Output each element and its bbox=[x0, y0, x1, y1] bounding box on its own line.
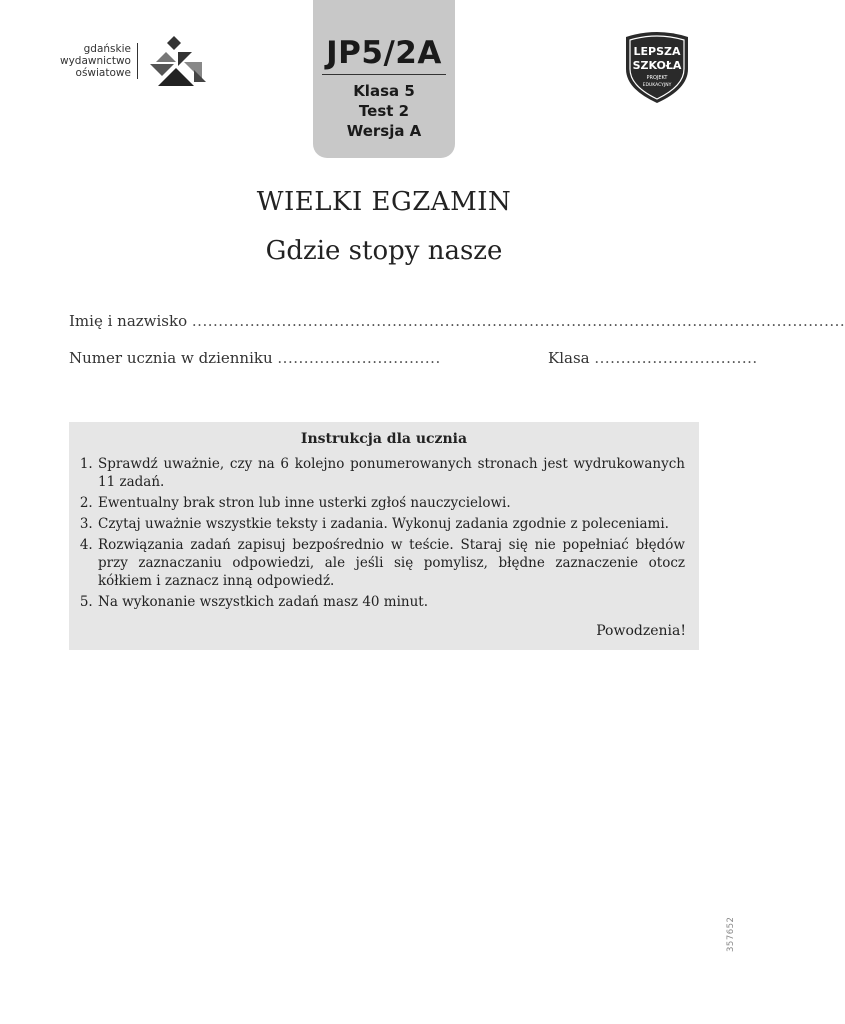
test-code-tab bbox=[313, 0, 455, 158]
serial-number: 357652 bbox=[726, 916, 736, 952]
test-code: JP5/2A bbox=[322, 36, 446, 75]
badge-line-2: SZKOŁA bbox=[632, 59, 682, 72]
badge-line-3: PROJEKT bbox=[646, 75, 668, 81]
student-number-field[interactable] bbox=[69, 349, 441, 367]
class-dotted-line[interactable]: ............................... bbox=[594, 349, 758, 367]
publisher-logo bbox=[60, 34, 208, 88]
badge-line-4: EDUKACYJNY bbox=[642, 83, 672, 88]
student-number-dotted-line[interactable]: ............................... bbox=[277, 349, 441, 367]
publisher-name bbox=[60, 43, 138, 79]
badge-line-1: LEPSZA bbox=[633, 45, 681, 58]
publisher-line-3: oświatowe bbox=[75, 67, 131, 79]
name-label: Imię i nazwisko bbox=[69, 312, 188, 330]
name-field[interactable] bbox=[69, 312, 845, 330]
publisher-line-2: wydawnictwo bbox=[60, 55, 131, 67]
version-label: Wersja A bbox=[346, 122, 422, 140]
instructions-box bbox=[69, 422, 699, 650]
student-number-label: Numer ucznia w dzienniku bbox=[69, 349, 273, 367]
instructions-list bbox=[69, 455, 685, 611]
instruction-item: 1. Sprawdź uważnie, czy na 6 kolejno ponumerowanych stronach jest wydrukowanych 11 zadań. bbox=[97, 455, 685, 491]
instruction-item: 3. Czytaj uważnie wszystkie teksty i zadania. Wykonuj zadania zgodnie z poleceniami. bbox=[97, 515, 685, 533]
publisher-line-1: gdańskie bbox=[83, 43, 131, 55]
class-level: Klasa 5 bbox=[353, 82, 415, 100]
tangram-logo-icon bbox=[144, 34, 208, 88]
class-field[interactable] bbox=[548, 349, 758, 367]
name-dotted-line[interactable]: ............................................................................................................................ bbox=[191, 312, 845, 330]
class-label: Klasa bbox=[548, 349, 590, 367]
test-number: Test 2 bbox=[358, 102, 410, 120]
instruction-item: 4. Rozwiązania zadań zapisuj bezpośrednio w teście. Staraj się nie popełniać błędów przy zaznaczaniu odpowiedzi, ale jeśli się pomylisz, błędne zaznaczenie otocz kółkiem i zaznacz inną odpowiedź. bbox=[97, 536, 685, 590]
instructions-heading: Instrukcja dla ucznia bbox=[300, 431, 468, 447]
exam-title: WIELKI EGZAMIN bbox=[256, 187, 512, 217]
instruction-item: 5. Na wykonanie wszystkich zadań masz 40 minut. bbox=[97, 593, 685, 611]
lepsza-szkola-badge bbox=[622, 29, 692, 105]
instruction-item: 2. Ewentualny brak stron lub inne usterki zgłoś nauczycielowi. bbox=[97, 494, 685, 512]
good-luck-text: Powodzenia! bbox=[596, 623, 686, 639]
exam-subtitle: Gdzie stopy nasze bbox=[265, 236, 503, 266]
